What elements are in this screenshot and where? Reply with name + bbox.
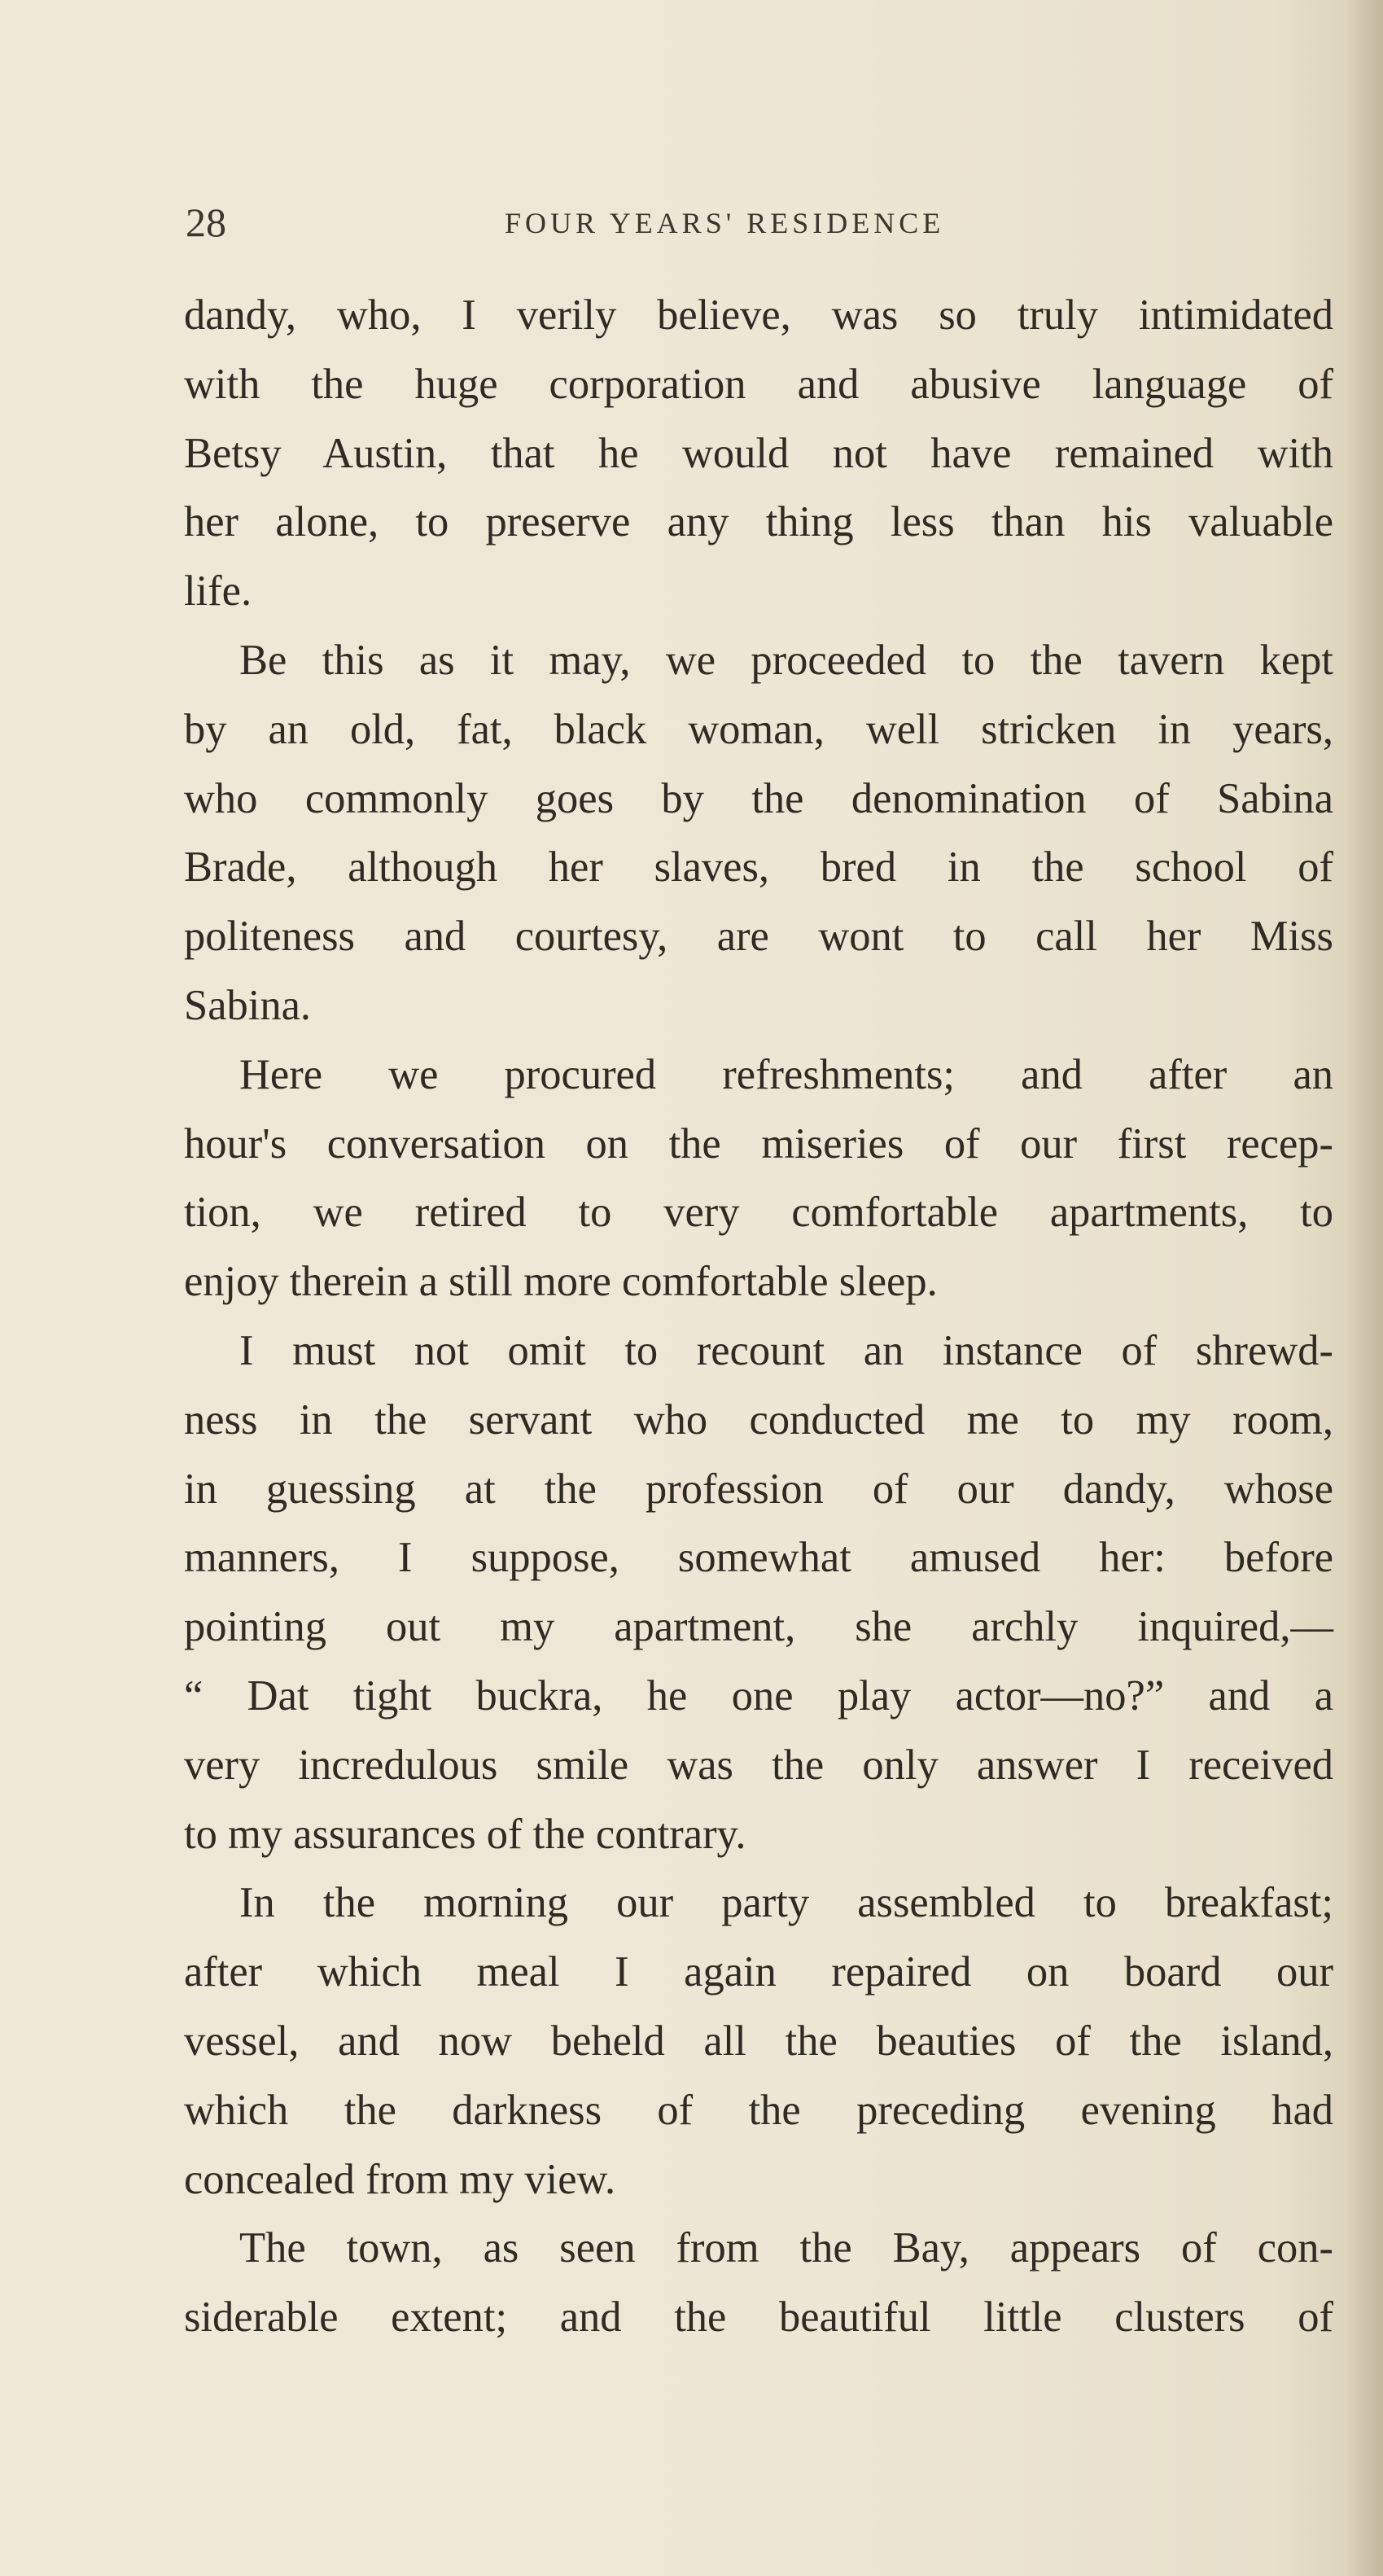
text-line: tion, we retired to very comfortable apartments, to [184, 1189, 1333, 1237]
text-line: pointing out my apartment, she archly inquired,— [184, 1603, 1333, 1651]
text-line: very incredulous smile was the only answer I received [184, 1741, 1333, 1789]
text-line: Here we procured refreshments; and after an [239, 1050, 1333, 1098]
text-line: vessel, and now beheld all the beauties of the island, [184, 2017, 1333, 2065]
text-line: in guessing at the profession of our dandy, whose [184, 1465, 1333, 1513]
text-line: hour's conversation on the miseries of our first recep- [184, 1119, 1333, 1168]
text-line: Be this as it may, we proceeded to the tavern kept [239, 636, 1333, 684]
text-line: Brade, although her slaves, bred in the school of [184, 843, 1333, 892]
text-line: The town, as seen from the Bay, appears of con- [239, 2224, 1333, 2272]
page-header [186, 194, 1333, 251]
text-line: who commonly goes by the denomination of Sabina [184, 774, 1333, 822]
body-text [184, 281, 1333, 2352]
text-line: by an old, fat, black woman, well stricken in years, [184, 705, 1333, 753]
text-line: dandy, who, I verily believe, was so truly intimidated [184, 291, 1333, 339]
text-line: Betsy Austin, that he would not have remained with [184, 429, 1333, 477]
text-line: life. [184, 567, 252, 616]
page-number: 28 [186, 199, 226, 245]
text-line: which the darkness of the preceding evening had [184, 2086, 1333, 2134]
text-line: with the huge corporation and abusive language of [184, 360, 1333, 408]
text-line: Sabina. [184, 981, 312, 1029]
text-line: to my assurances of the contrary. [184, 1810, 746, 1858]
text-line: her alone, to preserve any thing less than his valuable [184, 498, 1333, 546]
text-line: after which meal I again repaired on board our [184, 1948, 1333, 1996]
running-head: FOUR YEARS' RESIDENCE [505, 207, 945, 239]
text-line: manners, I suppose, somewhat amused her: before [184, 1534, 1333, 1582]
text-line: I must not omit to recount an instance of shrewd- [239, 1326, 1333, 1374]
text-line: ness in the servant who conducted me to my room, [184, 1395, 1333, 1444]
text-line: In the morning our party assembled to breakfast; [239, 1879, 1333, 1927]
text-line: “ Dat tight buckra, he one play actor—no?” and a [184, 1671, 1333, 1720]
text-line: enjoy therein a still more comfortable sleep. [184, 1258, 938, 1306]
text-line: politeness and courtesy, are wont to call her Miss [184, 913, 1333, 961]
text-line: concealed from my view. [184, 2155, 616, 2203]
page-gutter-shadow [1346, 0, 1383, 2576]
text-line: siderable extent; and the beautiful little clusters of [184, 2293, 1333, 2342]
